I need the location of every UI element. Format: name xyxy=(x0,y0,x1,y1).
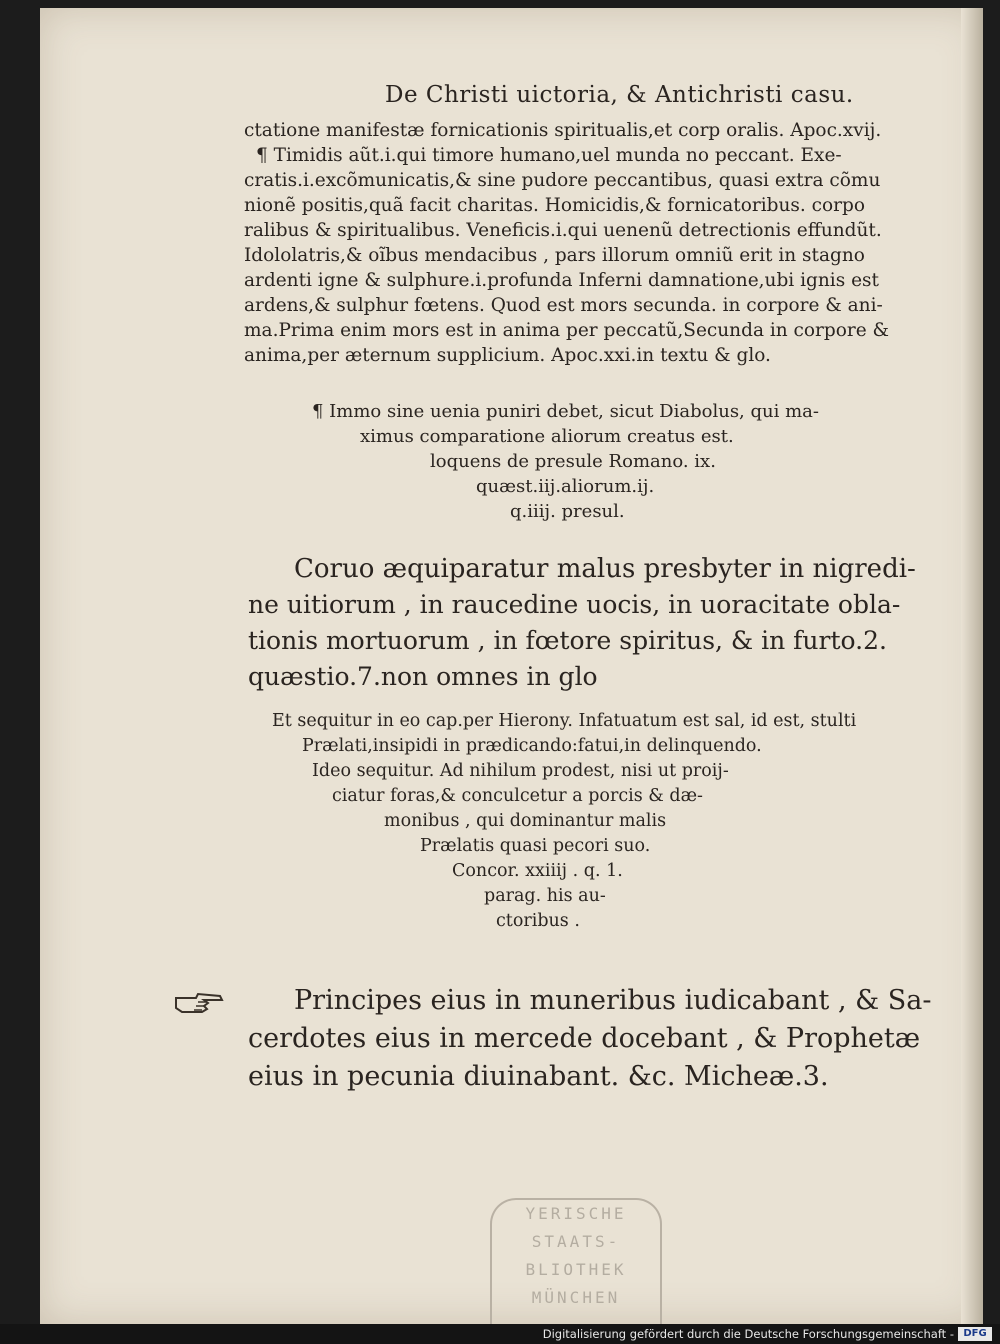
big-paragraph-line: tionis mortuorum , in fœtore spiritus, & in furto.2. xyxy=(248,626,887,655)
citation2-line: Prælatis quasi pecori suo. xyxy=(420,836,651,856)
paragraph1-line: ¶ Timidis aũt.i.qui timore humano,uel munda no peccant. Exe- xyxy=(256,145,842,166)
paragraph1-line: ardens,& sulphur fœtens. Quod est mors secunda. in corpore & ani- xyxy=(244,295,883,316)
footer-credit-text: Digitalisierung gefördert durch die Deutsche Forschungsgemeinschaft - xyxy=(542,1327,954,1341)
paragraph1-line: ardenti igne & sulphure.i.profunda Inferni damnatione,ubi ignis est xyxy=(244,270,879,291)
citation2-line: Ideo sequitur. Ad nihilum prodest, nisi ut proij- xyxy=(312,761,729,781)
stamp-line: MÜNCHEN xyxy=(531,1288,621,1307)
citation2-line: Concor. xxiiij . q. 1. xyxy=(452,861,623,881)
final-paragraph-line: cerdotes eius in mercede docebant , & Prophetæ xyxy=(248,1023,921,1054)
paragraph1-line: cratis.i.excõmunicatis,& sine pudore peccantibus, quasi extra cõmu xyxy=(244,170,881,191)
big-paragraph-line: Coruo æquiparatur malus presbyter in nigredi- xyxy=(294,554,916,584)
dfg-logo: DFG xyxy=(958,1327,992,1341)
running-head: De Christi uictoria, & Antichristi casu. xyxy=(385,82,854,108)
citation2-line: parag. his au- xyxy=(484,886,606,906)
paragraph1-line: ma.Prima enim mors est in anima per peccatũ,Secunda in corpore & xyxy=(244,320,890,341)
citation2-line: ctoribus . xyxy=(496,911,580,931)
citation2-line: monibus , qui dominantur malis xyxy=(384,811,667,831)
citation2-line: Prælati,insipidi in prædicando:fatui,in delinquendo. xyxy=(302,736,762,756)
paragraph1-line: anima,per æternum supplicium. Apoc.xxi.in textu & glo. xyxy=(244,345,771,366)
footer-credit xyxy=(0,1324,1000,1344)
paragraph1-line: Idololatris,& oĩbus mendacibus , pars illorum omniũ erit in stagno xyxy=(244,245,865,266)
paragraph1-line: ctatione manifestæ fornicationis spiritualis,et corp oralis. Apoc.xvij. xyxy=(244,120,882,141)
stamp-line: YERISCHE xyxy=(525,1204,627,1223)
pointing-hand-icon xyxy=(174,988,226,1014)
library-stamp xyxy=(490,1198,662,1340)
final-paragraph-line: Principes eius in muneribus iudicabant , & Sa- xyxy=(294,985,932,1016)
citation1-line: q.iiij. presul. xyxy=(510,501,625,522)
page-gutter-shadow xyxy=(961,8,983,1324)
citation1-line: quæst.iij.aliorum.ij. xyxy=(476,476,655,497)
book-page xyxy=(40,8,983,1324)
citation1-line: ¶ Immo sine uenia puniri debet, sicut Diabolus, qui ma- xyxy=(312,401,819,422)
paragraph1-line: ralibus & spiritualibus. Veneficis.i.qui uenenũ detrectionis effundũt. xyxy=(244,220,882,241)
final-paragraph-line: eius in pecunia diuinabant. &c. Micheæ.3. xyxy=(248,1061,829,1092)
stamp-line: STAATS- xyxy=(531,1232,621,1251)
citation2-line: Et sequitur in eo cap.per Hierony. Infatuatum est sal, id est, stulti xyxy=(272,711,857,731)
paragraph1-line: nionẽ positis,quã facit charitas. Homicidis,& fornicatoribus. corpo xyxy=(244,195,865,216)
big-paragraph-line: quæstio.7.non omnes in glo xyxy=(248,662,598,691)
big-paragraph-line: ne uitiorum , in raucedine uocis, in uoracitate obla- xyxy=(248,590,901,619)
citation1-line: ximus comparatione aliorum creatus est. xyxy=(360,426,734,447)
citation2-line: ciatur foras,& conculcetur a porcis & dæ- xyxy=(332,786,703,806)
citation1-line: loquens de presule Romano. ix. xyxy=(430,451,716,472)
stamp-line: BLIOTHEK xyxy=(525,1260,627,1279)
